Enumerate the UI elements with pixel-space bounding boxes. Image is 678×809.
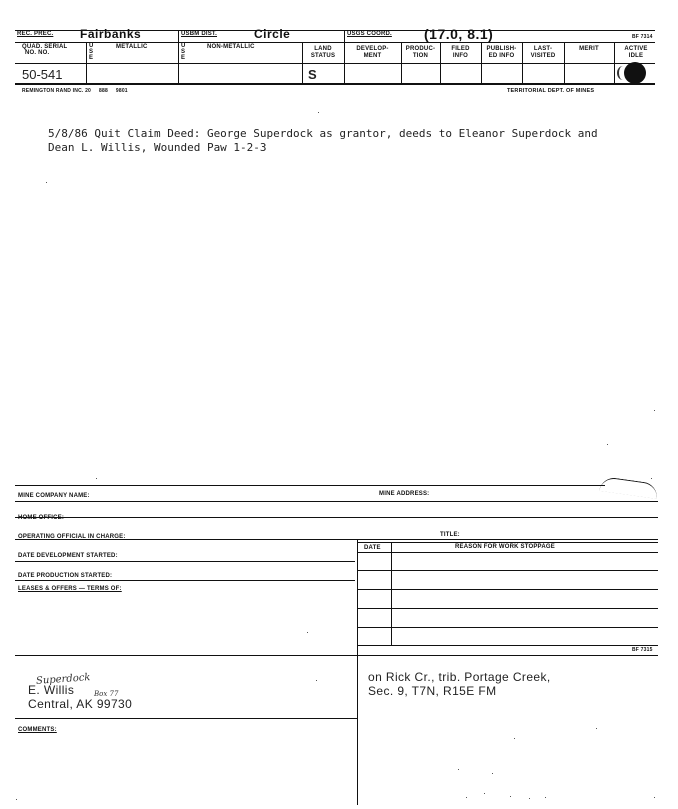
use-metallic-e: E (89, 55, 94, 61)
usbm-dist-label: USBM DIST. (181, 31, 218, 37)
quad-serial-header-1: QUAD. SERIAL (22, 44, 68, 50)
use-nonmetallic-s: S (181, 49, 186, 55)
printer-line: REMINGTON RAND INC. 20 888 9801 (22, 88, 128, 94)
rec-prec-label: REC. PREC. (17, 31, 54, 37)
operating-official-label: OPERATING OFFICIAL IN CHARGE: (18, 534, 126, 540)
owner-city: Central, AK 99730 (28, 697, 133, 711)
filed-info-header-2: INFO (452, 53, 469, 59)
date-column-label: DATE (364, 545, 381, 551)
leases-offers-label: LEASES & OFFERS — TERMS OF: (18, 586, 122, 592)
top-curl (599, 476, 659, 499)
owner-name: E. Willis (28, 683, 75, 697)
development-header-2: MENT (363, 53, 382, 59)
last-visited-header-1: LAST- (533, 46, 553, 52)
reason-column-label: REASON FOR WORK STOPPAGE (455, 544, 555, 550)
land-status-value: S (308, 67, 317, 82)
department-label: TERRITORIAL DEPT. OF MINES (507, 88, 595, 94)
usbm-dist-value: Circle (254, 27, 291, 41)
active-status-arc (617, 66, 629, 80)
land-status-header-2: STATUS (310, 53, 336, 59)
mine-address-line-2: Sec. 9, T7N, R15E FM (368, 684, 497, 698)
rec-prec-value: Fairbanks (80, 27, 142, 41)
owner-box-note: Box 77 (94, 690, 119, 698)
date-development-started-label: DATE DEVELOPMENT STARTED: (18, 553, 118, 559)
use-nonmetallic-e: E (181, 55, 186, 61)
active-idle-header-2: IDLE (628, 53, 644, 59)
quad-serial-header-2: NO. NO. (25, 50, 50, 56)
land-status-header-1: LAND (314, 46, 332, 52)
use-metallic-s: S (89, 49, 94, 55)
development-header-1: DEVELOP- (356, 46, 389, 52)
merit-header: MERIT (579, 46, 599, 52)
production-header-1: PRODUC- (405, 46, 436, 52)
published-info-header-1: PUBLISH- (486, 46, 517, 52)
quad-serial-value: 50-541 (22, 67, 63, 82)
use-nonmetallic-u: U (181, 43, 186, 49)
handwritten-superdock: Superdock (35, 672, 91, 687)
active-idle-header-1: ACTIVE (624, 46, 648, 52)
production-header-2: TION (412, 53, 429, 59)
filed-info-header-1: FILED (451, 46, 470, 52)
form-number-lower: BF 7315 (632, 647, 653, 653)
nonmetallic-header: NON-METALLIC (207, 44, 255, 50)
last-visited-header-2: VISITED (530, 53, 556, 59)
form-number: BF 7314 (632, 34, 653, 40)
date-production-started-label: DATE PRODUCTION STARTED: (18, 573, 113, 579)
title-label: TITLE: (440, 532, 460, 538)
metallic-header: METALLIC (116, 44, 148, 50)
home-office-label: HOME OFFICE: (18, 515, 65, 521)
note-line-1: 5/8/86 Quit Claim Deed: George Superdock as grantor, deeds to Eleanor Superdock and (48, 127, 598, 140)
note-line-2: Dean L. Willis, Wounded Paw 1-2-3 (48, 141, 267, 154)
comments-label: COMMENTS: (18, 727, 57, 733)
mine-company-name-label: MINE COMPANY NAME: (18, 493, 90, 499)
usgs-coord-label: USGS COORD. (347, 31, 392, 37)
usgs-coord-value: (17.0, 8.1) (424, 26, 494, 42)
mine-address-line-1: on Rick Cr., trib. Portage Creek, (368, 670, 551, 684)
use-metallic-u: U (89, 43, 94, 49)
mine-address-label: MINE ADDRESS: (379, 491, 430, 497)
published-info-header-2: ED INFO (488, 53, 515, 59)
